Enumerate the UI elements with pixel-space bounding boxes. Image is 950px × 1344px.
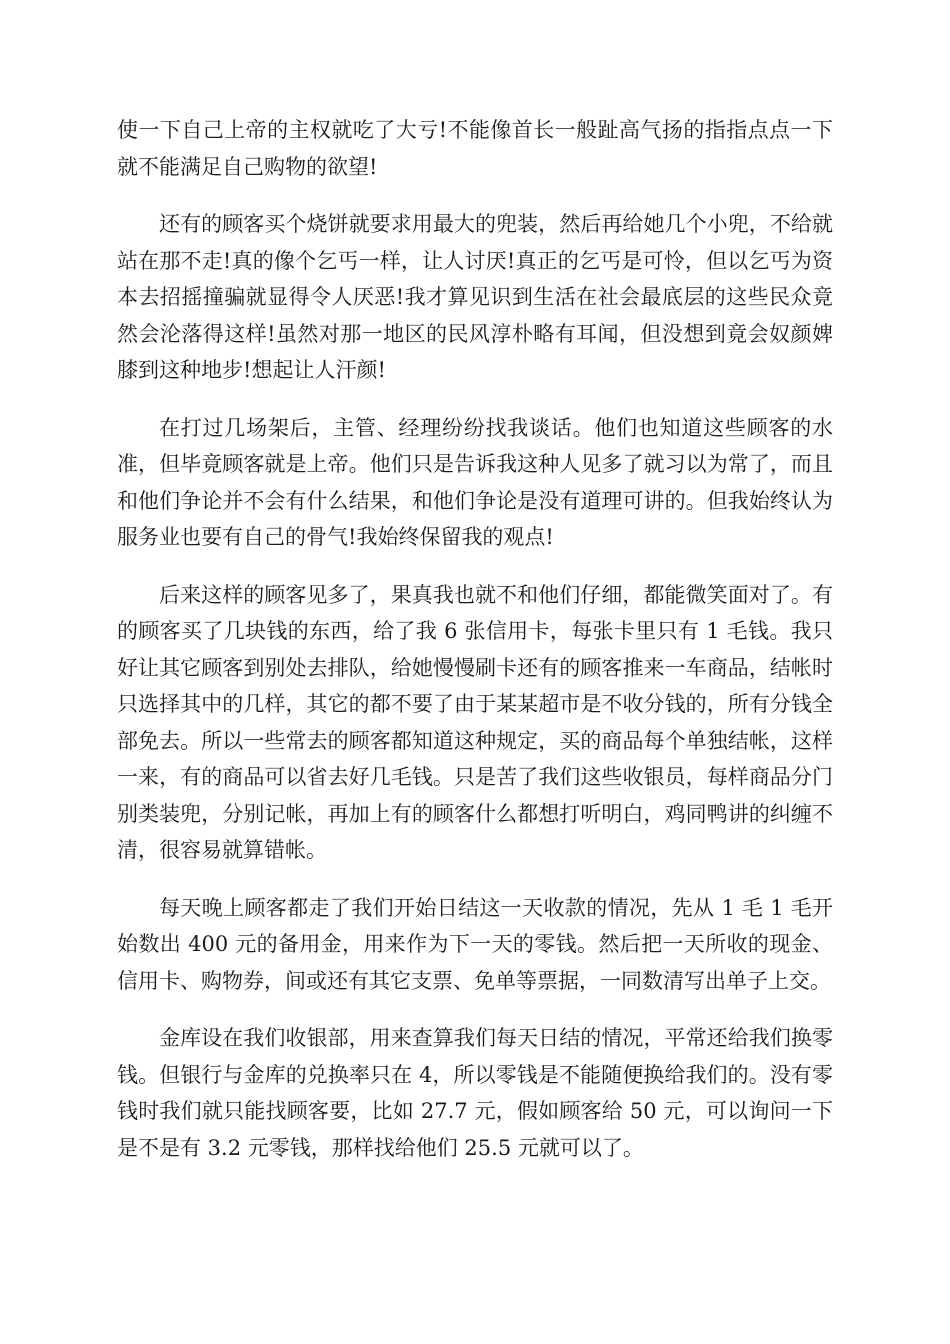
paragraph-5: 每天晚上顾客都走了我们开始日结这一天收款的情况，先从 1 毛 1 毛开始数出 400 元的备用金，用来作为下一天的零钱。然后把一天所收的现金、信用卡、购物券，间或还有其它支票、免单等票据，一同数清写出单子上交。 [117,895,833,993]
paragraph-1: 使一下自己上帝的主权就吃了大亏!不能像首长一般趾高气扬的指指点点一下就不能满足自己购物的欲望! [117,118,833,179]
paragraph-3: 在打过几场架后，主管、经理纷纷找我谈话。他们也知道这些顾客的水准，但毕竟顾客就是上帝。他们只是告诉我这种人见多了就习以为常了，而且和他们争论并不会有什么结果，和他们争论是没有道理可讲的。但我始终认为服务业也要有自己的骨气!我始终保留我的观点! [117,415,833,549]
document-body [117,112,833,1187]
paragraph-2: 还有的顾客买个烧饼就要求用最大的兜装，然后再给她几个小兜，不给就站在那不走!真的像个乞丐一样，让人讨厌!真正的乞丐是可怜，但以乞丐为资本去招摇撞骗就显得令人厌恶!我才算见识到生活在社会最底层的这些民众竟然会沦落得这样!虽然对那一地区的民风淳朴略有耳闻，但没想到竟会奴颜婢膝到这种地步!想起让人汗颜! [117,212,833,382]
paragraph-6: 金库设在我们收银部，用来查算我们每天日结的情况，平常还给我们换零钱。但银行与金库的兑换率只在 4，所以零钱是不能随便换给我们的。没有零钱时我们就只能找顾客要，比如 27.7 元，假如顾客给 50 元，可以询问一下是不是有 3.2 元零钱，那样找给他们 25.5 元就可以了。 [117,1026,833,1160]
paragraph-4: 后来这样的顾客见多了，果真我也就不和他们仔细，都能微笑面对了。有的顾客买了几块钱的东西，给了我 6 张信用卡，每张卡里只有 1 毛钱。我只好让其它顾客到别处去排队，给她慢慢刷卡还有的顾客推来一车商品，结帐时只选择其中的几样，其它的都不要了由于某某超市是不收分钱的，所有分钱全部免去。所以一些常去的顾客都知道这种规定，买的商品每个单独结帐，这样一来，有的商品可以省去好几毛钱。只是苦了我们这些收银员，每样商品分门别类装兜，分别记帐，再加上有的顾客什么都想打听明白，鸡同鸭讲的纠缠不清，很容易就算错帐。 [117,582,833,862]
